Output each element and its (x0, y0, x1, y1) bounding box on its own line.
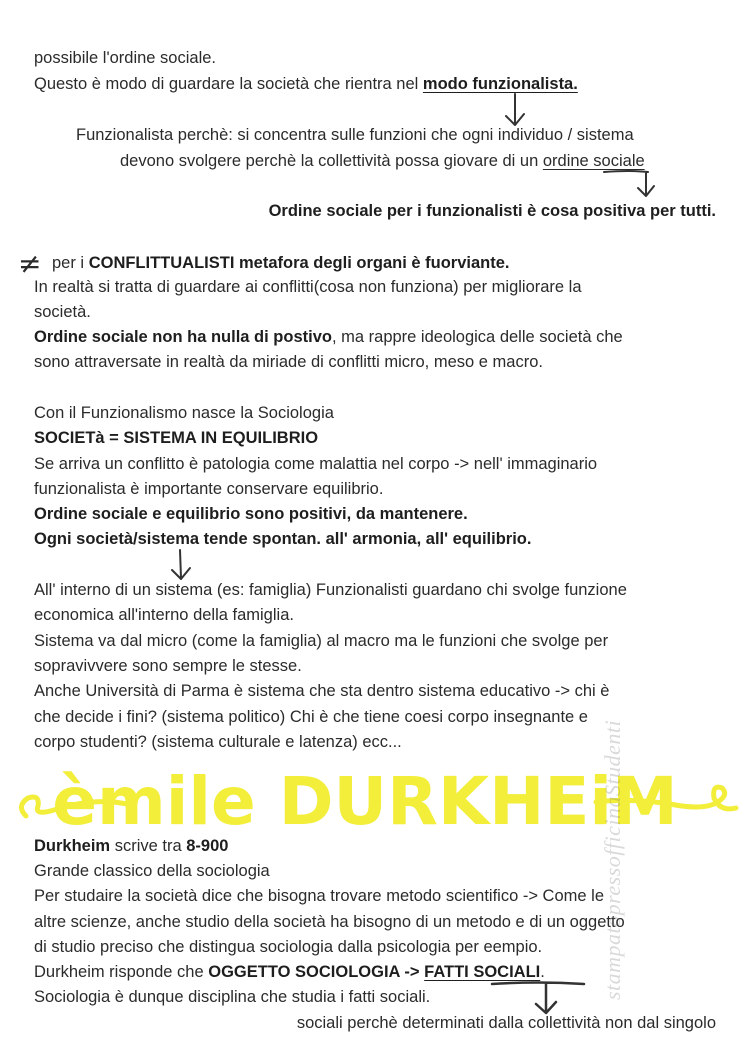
highlight-ordine-sociale: ordine sociale (542, 152, 645, 170)
highlight-modo-funzionalista: modo funzionalista. (422, 75, 578, 93)
text-emphasis: Ordine sociale non ha nulla di postivo (34, 328, 332, 346)
text-span: scrive tra (110, 837, 187, 855)
text-span: . (540, 963, 545, 981)
text-emphasis: OGGETTO SOCIOLOGIA -> (208, 963, 425, 981)
text-line: Sistema va dal micro (come la famiglia) al macro ma le funzioni che svolge per (34, 632, 609, 650)
text-line: di studio preciso che distingua sociologia dalla psicologia per eempio. (34, 938, 543, 956)
text-line: All' interno di un sistema (es: famiglia) Funzionalisti guardano chi svolge funzione (34, 581, 627, 599)
text-span: Durkheim risponde che (34, 963, 209, 981)
text-line: SOCIETà = SISTEMA IN EQUILIBRIO (34, 429, 319, 447)
text-line: altre scienze, anche studio della società ha bisogno di un metodo e di un oggetto (34, 913, 625, 931)
text-line: possibile l'ordine sociale. (34, 49, 216, 67)
text-line: sociali perchè determinati dalla collettività non dal singolo (296, 1014, 716, 1032)
hand-arrow-down-icon (488, 978, 598, 1018)
text-line (34, 962, 545, 982)
watermark: stampatopressofficinaStudenti (600, 719, 625, 1000)
text-line: funzionalista è importante conservare equilibrio. (34, 480, 384, 498)
text-emphasis: CONFLITTUALISTI (88, 254, 235, 272)
text-line (34, 327, 623, 347)
text-line: Sociologia è dunque disciplina che studia i fatti sociali. (34, 988, 431, 1006)
text-line: sono attraversate in realtà da miriade di conflitti micro, meso e macro. (34, 353, 543, 371)
text-line (120, 151, 645, 171)
durkheim-banner-title (52, 752, 678, 842)
text-line: Anche Università di Parma è sistema che sta dentro sistema educativo -> chi è (34, 682, 610, 700)
banner-title-text: èmile DURKHEiM (52, 763, 678, 840)
text-line (52, 253, 509, 273)
hand-arrow-down-icon (166, 548, 196, 582)
text-line: Funzionalista perchè: si concentra sulle funzioni che ogni individuo / sistema (76, 126, 634, 144)
hand-arrow-down-icon (600, 168, 670, 200)
text-span: Questo è modo di guardare la società che rientra nel (34, 75, 423, 93)
text-line: Per studaire la società dice che bisogna trovare metodo scientifico -> Come le (34, 887, 604, 905)
text-line: economica all'interno della famiglia. (34, 606, 294, 624)
text-line (34, 836, 228, 856)
hand-arrow-down-icon (500, 92, 530, 128)
text-line: Ordine sociale per i funzionalisti è cosa positiva per tutti. (268, 202, 716, 220)
text-emphasis: 8-900 (186, 837, 229, 855)
text-line: Se arriva un conflitto è patologia come malattia nel corpo -> nell' immaginario (34, 455, 598, 473)
not-equal-symbol: ≠ (18, 247, 42, 280)
text-line (34, 74, 578, 94)
text-line: società. (34, 303, 91, 321)
text-span: devono svolgere perchè la collettività possa giovare di un (120, 152, 543, 170)
text-line: Con il Funzionalismo nasce la Sociologia (34, 404, 334, 422)
highlight-fatti-sociali: FATTI SOCIALI (424, 963, 541, 981)
text-span: , ma rappre ideologica delle società che (331, 328, 623, 346)
text-line: corpo studenti? (sistema culturale e latenza) ecc... (34, 733, 402, 751)
text-line: sopravivvere sono sempre le stesse. (34, 657, 302, 675)
text-line: Grande classico della sociologia (34, 862, 270, 880)
text-emphasis: metafora degli organi è fuorviante. (234, 254, 510, 272)
text-emphasis: Durkheim (34, 837, 111, 855)
text-line: In realtà si tratta di guardare ai conflitti(cosa non funziona) per migliorare la (34, 278, 582, 296)
text-line: che decide i fini? (sistema politico) Chi è che tiene coesi corpo insegnante e (34, 708, 588, 726)
text-line: Ogni società/sistema tende spontan. all' armonia, all' equilibrio. (34, 530, 532, 548)
text-line: Ordine sociale e equilibrio sono positivi, da mantenere. (34, 505, 468, 523)
text-span: per i (52, 254, 89, 272)
